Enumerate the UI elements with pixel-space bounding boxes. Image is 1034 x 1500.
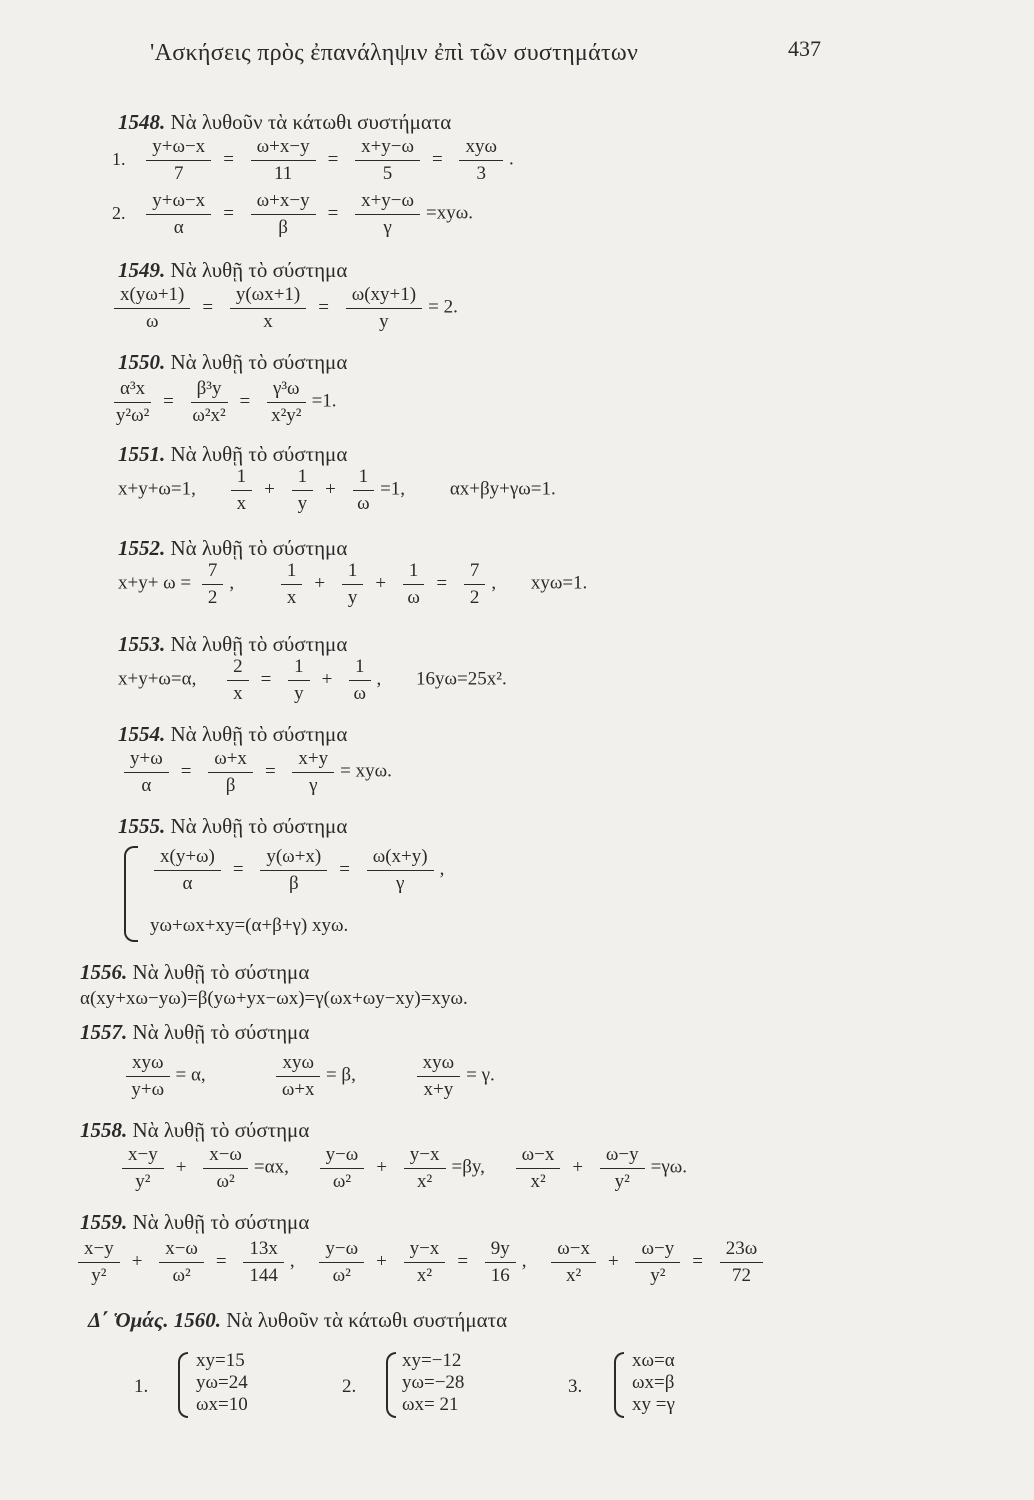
denominator: y	[297, 492, 308, 514]
exercise-text: Νὰ λυθοῦν τὰ κάτωθι συστήματα	[226, 1308, 508, 1332]
numerator: 1	[353, 466, 375, 491]
numerator: ω(xy+1)	[346, 284, 422, 309]
numerator: x+y−ω	[355, 136, 420, 161]
numerator: 1	[288, 656, 310, 681]
fraction	[404, 1238, 446, 1287]
exercise-text: Νὰ λυθῇ τὸ σύστημα	[170, 442, 348, 466]
system-brace	[614, 1352, 624, 1418]
fraction	[404, 1144, 446, 1193]
denominator: β	[225, 774, 236, 796]
denominator: 5	[382, 162, 393, 184]
denominator: y²ω²	[115, 404, 150, 426]
fraction	[203, 1144, 248, 1193]
fraction	[319, 1238, 364, 1287]
numerator: 1	[281, 560, 303, 585]
exercise-text: Νὰ λυθῇ τὸ σύστημα	[170, 350, 348, 374]
exercise-1553-equation: x+y+ω=α, $\frac{2}{x}$ = $\frac{1}{y}$ + $\frac{1}{\omega}$ , 16yω=25x².	[118, 656, 507, 704]
numerator: ω−y	[635, 1238, 680, 1263]
equation-part: =γω.	[650, 1156, 687, 1178]
fraction	[227, 656, 249, 705]
fraction	[355, 190, 420, 239]
exercise-1559-equation: $\frac{x-y}{\text{y²}}$ + $\frac{x-\omega}{\text{ω²}}$ = $\frac{13x}{144}$ , $\frac{y-\omega}{\text{ω²}}$ + $\frac{y-x}{\text{x²}}$ = $\frac{9y}{16}$ , $\frac{\omega-x}{\text{x²}}$ + $\frac{\omega-y}{\text{y²}}$ = $\frac{23\omega}{72}$	[72, 1238, 769, 1287]
equation-part: =αx,	[253, 1156, 289, 1178]
item-marker: 1.	[112, 148, 126, 169]
exercise-1548-equation-1: 1. $\frac{y+\omega-x}{7}$ = $\frac{\omega+x-y}{11}$ = $\frac{x+y-\omega}{5}$ = $\frac{\text{xyω}}{3}$ .	[112, 136, 514, 184]
exercise-1557-equation	[120, 1052, 495, 1101]
fraction	[251, 136, 316, 185]
denominator: x²	[417, 1170, 433, 1192]
exercise-text: Νὰ λυθῇ τὸ σύστημα	[170, 814, 348, 838]
denominator: x²y²	[271, 404, 302, 426]
equation-part: x+y+ω=1,	[118, 478, 196, 500]
equation-end: = xyω.	[340, 760, 392, 782]
numerator: xyω	[459, 136, 503, 161]
exercise-1556-equation: α(xy+xω−yω)=β(yω+yx−ωx)=γ(ωx+ωy−xy)=xyω.	[80, 988, 468, 1009]
equation-end: .	[508, 148, 514, 170]
fraction	[159, 1238, 204, 1287]
fraction	[114, 284, 190, 333]
exercise-1558-heading	[80, 1118, 309, 1143]
equation-part: αx+βy+γω=1.	[449, 478, 556, 500]
exercise-1554-equation: $\frac{y+\omega}{\alpha}$ = $\frac{\omega+x}{\beta}$ = $\frac{x+y}{\gamma}$ = xyω.	[118, 748, 392, 797]
exercise-number: 1548.	[118, 110, 166, 134]
numerator: ω−y	[600, 1144, 645, 1169]
numerator: ω+x−y	[251, 190, 316, 215]
numerator: β³y	[191, 378, 228, 403]
exercise-number: 1558.	[80, 1118, 128, 1142]
numerator: α³x	[114, 378, 151, 403]
denominator: y²	[91, 1264, 107, 1286]
fraction	[146, 136, 211, 185]
exercise-1550-equation: $\frac{\text{α³x}}{\text{y²ω²}}$ = $\frac{\text{β³y}}{\text{ω²x²}}$ = $\frac{\text{γ³ω}}{\text{x²y²}}$ =1.	[115, 378, 337, 426]
running-title: 'Ασκήσεις πρὸς ἐπανάληψιν ἐπὶ τῶν συστημάτων	[150, 40, 639, 66]
fraction	[202, 560, 224, 609]
fraction	[276, 1052, 320, 1101]
fraction	[191, 378, 228, 427]
exercise-1556-heading	[80, 960, 309, 985]
numerator: x−y	[78, 1238, 120, 1263]
equation-part: = α,	[175, 1064, 206, 1086]
fraction	[146, 190, 211, 239]
fraction	[459, 136, 503, 185]
denominator: γ	[383, 216, 392, 238]
denominator: ω²	[332, 1170, 352, 1192]
numerator: x+y−ω	[355, 190, 420, 215]
item-marker: 2.	[112, 202, 126, 223]
page-header	[0, 36, 1034, 80]
numerator: xyω	[276, 1052, 320, 1077]
fraction	[292, 466, 314, 515]
denominator: α	[173, 216, 184, 238]
denominator: γ	[309, 774, 318, 796]
exercise-1559-heading	[80, 1210, 309, 1235]
exercise-number: 1559.	[80, 1210, 128, 1234]
numerator: 23ω	[720, 1238, 764, 1263]
group-label: Δ΄ Ὁμάς.	[88, 1308, 169, 1332]
numerator: ω(x+y)	[367, 846, 434, 871]
denominator: ω	[407, 586, 420, 608]
exercise-1551-heading	[118, 442, 347, 467]
denominator: x	[236, 492, 247, 514]
numerator: ω−x	[551, 1238, 596, 1263]
numerator: 2	[227, 656, 249, 681]
numerator: ω+x	[208, 748, 253, 773]
exercise-number: 1549.	[118, 258, 166, 282]
exercise-text: Νὰ λυθοῦν τὰ κάτωθι συστήματα	[170, 110, 452, 134]
denominator: 72	[731, 1264, 751, 1286]
fraction	[464, 560, 486, 609]
fraction	[230, 284, 306, 333]
equation-part: x+y+ ω =	[118, 572, 192, 594]
fraction	[231, 466, 253, 515]
fraction	[292, 748, 334, 797]
numerator: y+ω	[124, 748, 169, 773]
denominator: ω²x²	[192, 404, 226, 426]
equation-end: = 2.	[428, 296, 458, 318]
denominator: 2	[207, 586, 218, 608]
numerator: ω+x−y	[251, 136, 316, 161]
fraction	[485, 1238, 516, 1287]
exercise-text: Νὰ λυθῇ τὸ σύστημα	[132, 1210, 310, 1234]
numerator: y−x	[404, 1238, 446, 1263]
system-line: xω=α	[632, 1350, 675, 1371]
fraction	[600, 1144, 645, 1193]
exercise-number: 1554.	[118, 722, 166, 746]
denominator: α	[182, 872, 193, 894]
denominator: 7	[173, 162, 184, 184]
fraction	[342, 560, 364, 609]
denominator: y²	[650, 1264, 666, 1286]
numerator: xyω	[126, 1052, 170, 1077]
exercise-1549-heading	[118, 258, 347, 283]
denominator: x	[233, 682, 243, 704]
exercise-number: 1556.	[80, 960, 128, 984]
denominator: ω+x	[281, 1078, 315, 1100]
system-line: xy=−12	[402, 1350, 462, 1371]
denominator: γ	[395, 872, 405, 894]
denominator: y²	[135, 1170, 151, 1192]
denominator: ω	[353, 682, 367, 704]
numerator: 1	[349, 656, 371, 681]
denominator: y	[294, 682, 304, 704]
exercise-1560-heading	[88, 1308, 507, 1333]
numerator: y+ω−x	[146, 136, 211, 161]
exercise-text: Νὰ λυθῇ τὸ σύστημα	[170, 632, 348, 656]
exercise-text: Νὰ λυθῇ τὸ σύστημα	[170, 536, 348, 560]
exercise-1554-heading	[118, 722, 347, 747]
fraction	[320, 1144, 365, 1193]
exercise-1552-equation: x+y+ ω = $\frac{7}{2}$ , $\frac{1}{x}$ + $\frac{1}{y}$ + $\frac{1}{\omega}$ = $\frac{7}{2}$ , xyω=1.	[118, 560, 588, 608]
denominator: 16	[490, 1264, 510, 1286]
denominator: y+ω	[131, 1078, 165, 1100]
numerator: xyω	[417, 1052, 461, 1077]
item-marker: 3.	[568, 1376, 583, 1397]
exercise-1548-equation-2: 2. $\frac{y+\omega-x}{\alpha}$ = $\frac{\omega+x-y}{\beta}$ = $\frac{x+y-\omega}{\gamma}$ =xyω.	[112, 190, 473, 238]
exercise-text: Νὰ λυθῇ τὸ σύστημα	[132, 1020, 310, 1044]
fraction	[260, 846, 327, 895]
equation-part: xyω=1.	[530, 572, 588, 594]
fraction	[122, 1144, 164, 1193]
fraction	[114, 378, 151, 427]
fraction	[551, 1238, 596, 1287]
denominator: α	[141, 774, 152, 796]
denominator: β	[288, 872, 299, 894]
numerator: x−ω	[159, 1238, 204, 1263]
numerator: γ³ω	[267, 378, 306, 403]
item-marker: 1.	[134, 1376, 149, 1397]
exercise-text: Νὰ λυθῇ τὸ σύστημα	[132, 960, 310, 984]
exercise-1552-heading	[118, 536, 347, 561]
system-line: ωx=10	[196, 1394, 248, 1415]
fraction	[154, 846, 221, 895]
denominator: x	[263, 310, 273, 332]
page-number: 437	[788, 36, 821, 61]
denominator: x	[286, 586, 297, 608]
system-brace	[386, 1352, 396, 1418]
fraction	[720, 1238, 764, 1287]
equation-end: =1.	[311, 390, 337, 412]
separator: ,	[289, 1250, 295, 1272]
fraction	[367, 846, 434, 895]
denominator: 2	[469, 586, 480, 608]
system-1	[196, 1350, 248, 1416]
denominator: 3	[476, 162, 486, 184]
fraction	[417, 1052, 461, 1101]
fraction	[208, 748, 253, 797]
fraction	[267, 378, 306, 427]
denominator: x²	[530, 1170, 546, 1192]
equation-part: x+y+ω=α,	[118, 668, 197, 690]
exercise-number: 1550.	[118, 350, 166, 374]
exercise-text: Νὰ λυθῇ τὸ σύστημα	[170, 722, 348, 746]
exercise-number: 1560.	[173, 1308, 222, 1332]
exercise-number: 1557.	[80, 1020, 128, 1044]
equation-part: = γ.	[466, 1064, 495, 1086]
system-line: yω=−28	[402, 1372, 465, 1393]
numerator: 1	[342, 560, 364, 585]
fraction	[251, 190, 316, 239]
exercise-1555-equation-2: yω+ωx+xy=(α+β+γ) xyω.	[150, 915, 349, 936]
numerator: 9y	[485, 1238, 516, 1263]
fraction	[78, 1238, 120, 1287]
fraction	[353, 466, 375, 515]
denominator: ω	[145, 310, 159, 332]
numerator: y−x	[404, 1144, 446, 1169]
numerator: x(yω+1)	[114, 284, 190, 309]
numerator: 7	[464, 560, 486, 585]
numerator: y(ωx+1)	[230, 284, 306, 309]
exercise-1555-equation-1: $\frac{x(y+\omega)}{\alpha}$ = $\frac{y(\omega+x)}{\beta}$ = $\frac{\omega(x+y)}{\gamma}$ ,	[148, 846, 444, 895]
system-line: ωx= 21	[402, 1394, 459, 1415]
denominator: 11	[273, 162, 293, 184]
fraction	[346, 284, 422, 333]
equation-end: =xyω.	[426, 202, 473, 224]
exercise-1548-heading	[118, 110, 451, 135]
numerator: x(y+ω)	[154, 846, 221, 871]
fraction	[124, 748, 169, 797]
numerator: y+ω−x	[146, 190, 211, 215]
denominator: x²	[566, 1264, 582, 1286]
numerator: ω−x	[516, 1144, 561, 1169]
exercise-text: Νὰ λυθῇ τὸ σύστημα	[132, 1118, 310, 1142]
item-marker: 2.	[342, 1376, 357, 1397]
exercise-number: 1551.	[118, 442, 166, 466]
system-brace	[178, 1352, 188, 1418]
equation-part: = β,	[325, 1064, 356, 1086]
denominator: y	[347, 586, 358, 608]
denominator: x²	[416, 1264, 433, 1286]
exercise-text: Νὰ λυθῇ τὸ σύστημα	[170, 258, 348, 282]
numerator: y−ω	[320, 1144, 365, 1169]
numerator: x+y	[292, 748, 334, 773]
system-line: yω=24	[196, 1372, 248, 1393]
denominator: ω²	[332, 1264, 351, 1286]
exercise-1550-heading	[118, 350, 347, 375]
numerator: y(ω+x)	[260, 846, 327, 871]
separator: ,	[521, 1250, 527, 1272]
system-2	[402, 1350, 464, 1416]
numerator: 7	[202, 560, 224, 585]
equation-part: =βy,	[451, 1156, 485, 1178]
numerator: 13x	[243, 1238, 284, 1263]
denominator: y	[379, 310, 389, 332]
exercise-1551-equation: x+y+ω=1, $\frac{1}{x}$ + $\frac{1}{y}$ + $\frac{1}{\omega}$ =1, αx+βy+γω=1.	[118, 466, 556, 514]
exercise-number: 1555.	[118, 814, 166, 838]
numerator: y−ω	[319, 1238, 364, 1263]
equation-part: =1,	[380, 478, 406, 500]
denominator: x+y	[423, 1078, 454, 1100]
exercise-number: 1552.	[118, 536, 166, 560]
numerator: x−y	[122, 1144, 164, 1169]
denominator: β	[278, 216, 288, 238]
exercise-1557-heading	[80, 1020, 309, 1045]
denominator: ω²	[216, 1170, 235, 1192]
fraction	[349, 656, 371, 705]
fraction	[288, 656, 310, 705]
numerator: 1	[403, 560, 425, 585]
denominator: y²	[614, 1170, 630, 1192]
denominator: ω	[357, 492, 370, 514]
exercise-1558-equation: $\frac{x-y}{\text{y²}}$ + $\frac{x-\omega}{\text{ω²}}$ =αx, $\frac{y-\omega}{\text{ω²}}$ + $\frac{y-x}{\text{x²}}$ =βy, $\frac{\omega-x}{\text{x²}}$ + $\frac{\omega-y}{\text{y²}}$ =γω.	[116, 1144, 687, 1193]
numerator: x−ω	[203, 1144, 248, 1169]
numerator: 1	[231, 466, 253, 491]
exercise-1553-heading	[118, 632, 347, 657]
fraction	[635, 1238, 680, 1287]
system-3	[632, 1350, 675, 1416]
denominator: 144	[249, 1264, 278, 1286]
fraction	[126, 1052, 170, 1101]
fraction	[516, 1144, 561, 1193]
denominator: ω²	[172, 1264, 191, 1286]
fraction	[355, 136, 420, 185]
fraction	[243, 1238, 284, 1287]
exercise-1549-equation: $\frac{x(y\omega+1)}{\omega}$ = $\frac{y(\omega x+1)}{x}$ = $\frac{\omega(xy+1)}{y}$ = 2.	[108, 284, 458, 333]
exercise-1555-heading	[118, 814, 347, 839]
system-brace	[124, 846, 138, 942]
equation-part: 16yω=25x².	[416, 668, 507, 690]
fraction	[281, 560, 303, 609]
fraction	[403, 560, 425, 609]
system-line: xy=15	[196, 1350, 245, 1371]
system-line: ωx=β	[632, 1372, 675, 1393]
system-line: xy =γ	[632, 1394, 675, 1415]
numerator: 1	[292, 466, 314, 491]
exercise-number: 1553.	[118, 632, 166, 656]
